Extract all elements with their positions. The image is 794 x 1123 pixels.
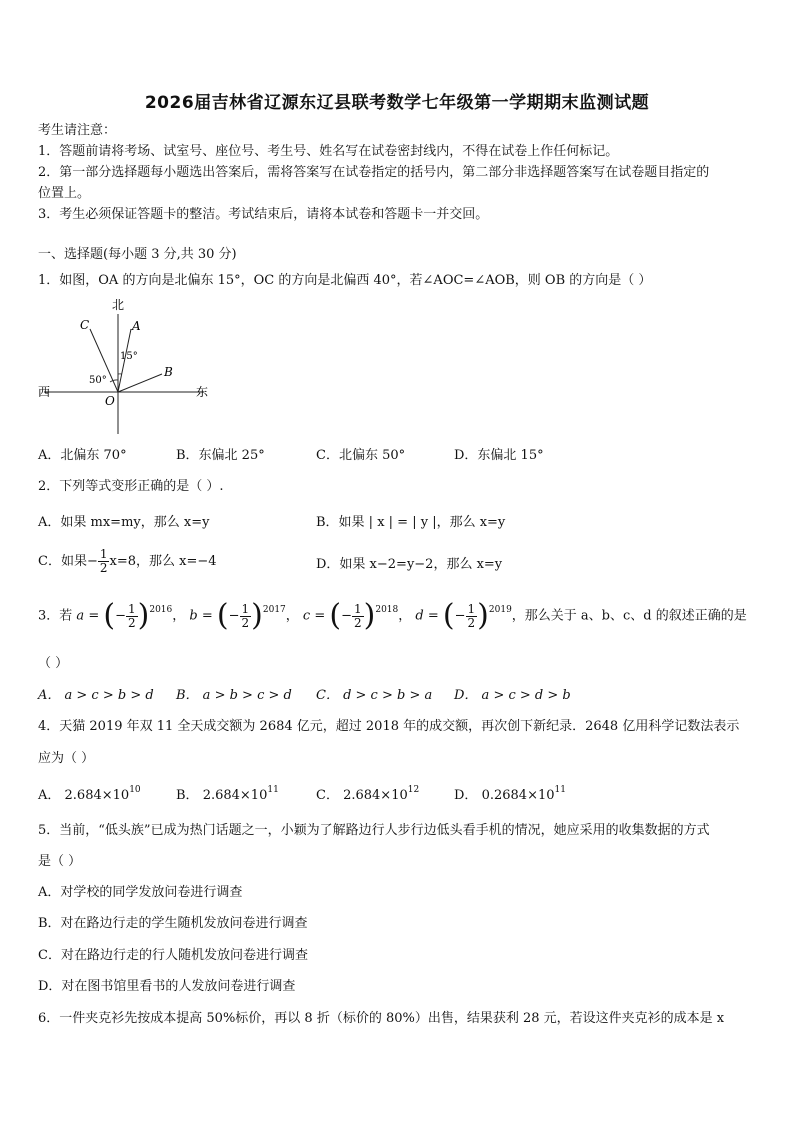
q4-option-d-exponent: 11 <box>554 785 566 795</box>
q4-option-b-label: B． <box>176 788 199 803</box>
q3-frac-b-den: 2 <box>241 615 250 630</box>
q3-prefix: 3．若 <box>38 608 73 624</box>
q4-option-c-mantissa: 2.684×10 <box>343 788 408 803</box>
q4-option-c-exponent: 12 <box>407 785 420 795</box>
q4-option-c <box>316 787 419 805</box>
section-heading: 一、选择题(每小题 3 分,共 30 分) <box>38 247 237 262</box>
q4-option-b <box>176 787 279 805</box>
q4-option-a-mantissa: 2.684×10 <box>64 788 130 803</box>
q4-option-d <box>454 787 566 805</box>
q5-option-b: B．对在路边行走的学生随机发放问卷进行调查 <box>38 916 308 931</box>
q4-option-d-mantissa: 0.2684×10 <box>481 788 555 803</box>
q3-frac-d-den: 2 <box>467 615 476 630</box>
q3-answer-paren: （ ） <box>38 656 69 671</box>
q2-option-c <box>38 547 217 577</box>
q4-option-b-mantissa: 2.684×10 <box>202 788 268 803</box>
q3-var-d: d <box>415 608 424 624</box>
q2-option-a: A．如果 mx=my，那么 x=y <box>38 515 210 530</box>
q4-option-b-exponent: 11 <box>267 785 279 795</box>
q3-var-b: b <box>189 608 198 624</box>
ray-OB <box>118 374 162 392</box>
q1-option-a: A．北偏东 70° <box>38 448 127 463</box>
q2-option-c-prefix: C．如果− <box>38 554 98 569</box>
q5-stem-line2: 是（ ） <box>38 854 82 869</box>
q3-var-a: a <box>76 608 85 624</box>
q4-stem-line1: 4．天猫 2019 年双 11 全天成交额为 2684 亿元，超过 2018 年的成交额，再次创下新纪录．2648 亿用科学记数法表示 <box>38 719 740 734</box>
q4-option-a-exponent: 10 <box>129 785 141 795</box>
q5-stem-line1: 5．当前，“低头族”已成为热门话题之一，小颖为了解路边行人步行边低头看手机的情况，她应采用的收集数据的方式 <box>38 823 710 838</box>
q3-frac-a-num: 1 <box>127 601 136 616</box>
q1-direction-figure <box>34 296 224 436</box>
q3-stem: 3．若 a = (− $\frac{1}{2}$ )$^{2016}$， b = (− $\frac{1}{2}$ )$^{2017}$， c = (− $\frac{1}{2}$ )$^{2018}$， d = (− $\frac{1}{2}$ )$^{2019}$，那么关于 a、b、c、d 的叙述正确的是 <box>38 598 747 633</box>
label-A: A <box>132 319 141 333</box>
q2-option-c-suffix: x=8，那么 x=−4 <box>109 554 217 569</box>
q3-suffix: ，那么关于 a、b、c、d 的叙述正确的是 <box>511 608 747 624</box>
q4-option-a <box>38 787 141 805</box>
q4-option-c-label: C． <box>316 788 339 803</box>
q3-frac-b <box>240 603 252 630</box>
q2-option-d: D．如果 x−2=y−2，那么 x=y <box>316 557 503 572</box>
q3-frac-d <box>466 603 478 630</box>
q6-stem: 6．一件夹克衫先按成本提高 50%标价，再以 8 折（标价的 80%）出售，结果获利 28 元，若设这件夹克衫的成本是 x <box>38 1011 725 1026</box>
q3-frac-a <box>126 603 138 630</box>
q3-exp-b: 2017 <box>262 605 286 615</box>
q5-option-a: A．对学校的同学发放问卷进行调查 <box>38 885 243 900</box>
notice-item-2-cont: 位置上。 <box>38 186 91 201</box>
label-angle-15: 15° <box>120 351 138 362</box>
q4-option-d-label: D． <box>454 788 478 803</box>
notice-item-1: 1．答题前请将考场、试室号、座位号、考生号、姓名写在试卷密封线内，不得在试卷上作任何标记。 <box>38 144 619 159</box>
q3-exp-d: 2019 <box>488 605 512 615</box>
q4-option-a-label: A． <box>38 788 61 803</box>
q2-frac-den: 2 <box>99 561 108 575</box>
label-B: B <box>164 365 173 379</box>
q3-option-d: D． a > c > d > b <box>454 688 571 703</box>
q3-frac-c-num: 1 <box>354 601 362 616</box>
q3-option-a: A． a > c > b > d <box>38 688 154 703</box>
q5-option-c: C．对在路边行走的行人随机发放问卷进行调查 <box>38 948 308 963</box>
q3-frac-b-num: 1 <box>241 601 250 616</box>
notice-item-2: 2．第一部分选择题每小题选出答案后，需将答案写在试卷指定的括号内，第二部分非选择题答案写在试卷题目指定的 <box>38 165 710 180</box>
q3-exp-c: 2018 <box>375 605 399 615</box>
q2-option-b: B．如果 | x | = | y |，那么 x=y <box>316 515 506 530</box>
q4-stem-line2: 应为（ ） <box>38 751 95 766</box>
q2-frac-num: 1 <box>99 547 108 561</box>
q1-option-d: D．东偏北 15° <box>454 448 544 463</box>
q3-frac-a-den: 2 <box>127 615 136 630</box>
q1-option-b: B．东偏北 25° <box>176 448 265 463</box>
q1-stem: 1．如图，OA 的方向是北偏东 15°，OC 的方向是北偏西 40°，若∠AOC=∠AOB，则 OB 的方向是（ ） <box>38 273 652 288</box>
page-title: 2026届吉林省辽源东辽县联考数学七年级第一学期期末监测试题 <box>144 93 650 113</box>
q1-option-c: C．北偏东 50° <box>316 448 406 463</box>
q3-frac-c-den: 2 <box>354 615 362 630</box>
q3-var-c: c <box>302 608 311 624</box>
notice-item-3: 3．考生必须保证答题卡的整洁。考试结束后，请将本试卷和答题卡一并交回。 <box>38 207 489 222</box>
label-north: 北 <box>112 298 125 312</box>
q2-fraction <box>98 548 110 575</box>
q5-option-d: D．对在图书馆里看书的人发放问卷进行调查 <box>38 979 296 994</box>
q3-frac-c <box>352 603 364 630</box>
angle-arc-50 <box>110 380 118 382</box>
q3-frac-d-num: 1 <box>467 601 476 616</box>
q2-stem: 2．下列等式变形正确的是（ ）. <box>38 479 224 494</box>
q3-exp-a: 2016 <box>149 605 173 615</box>
label-C: C <box>80 318 90 332</box>
label-east: 东 <box>196 385 209 399</box>
label-O: O <box>105 394 115 408</box>
q3-option-b: B． a > b > c > d <box>176 688 292 703</box>
label-angle-50: 50° <box>89 375 107 386</box>
notice-heading: 考生请注意： <box>38 123 117 138</box>
q3-option-c: C． d > c > b > a <box>316 688 433 703</box>
label-west: 西 <box>38 385 51 399</box>
